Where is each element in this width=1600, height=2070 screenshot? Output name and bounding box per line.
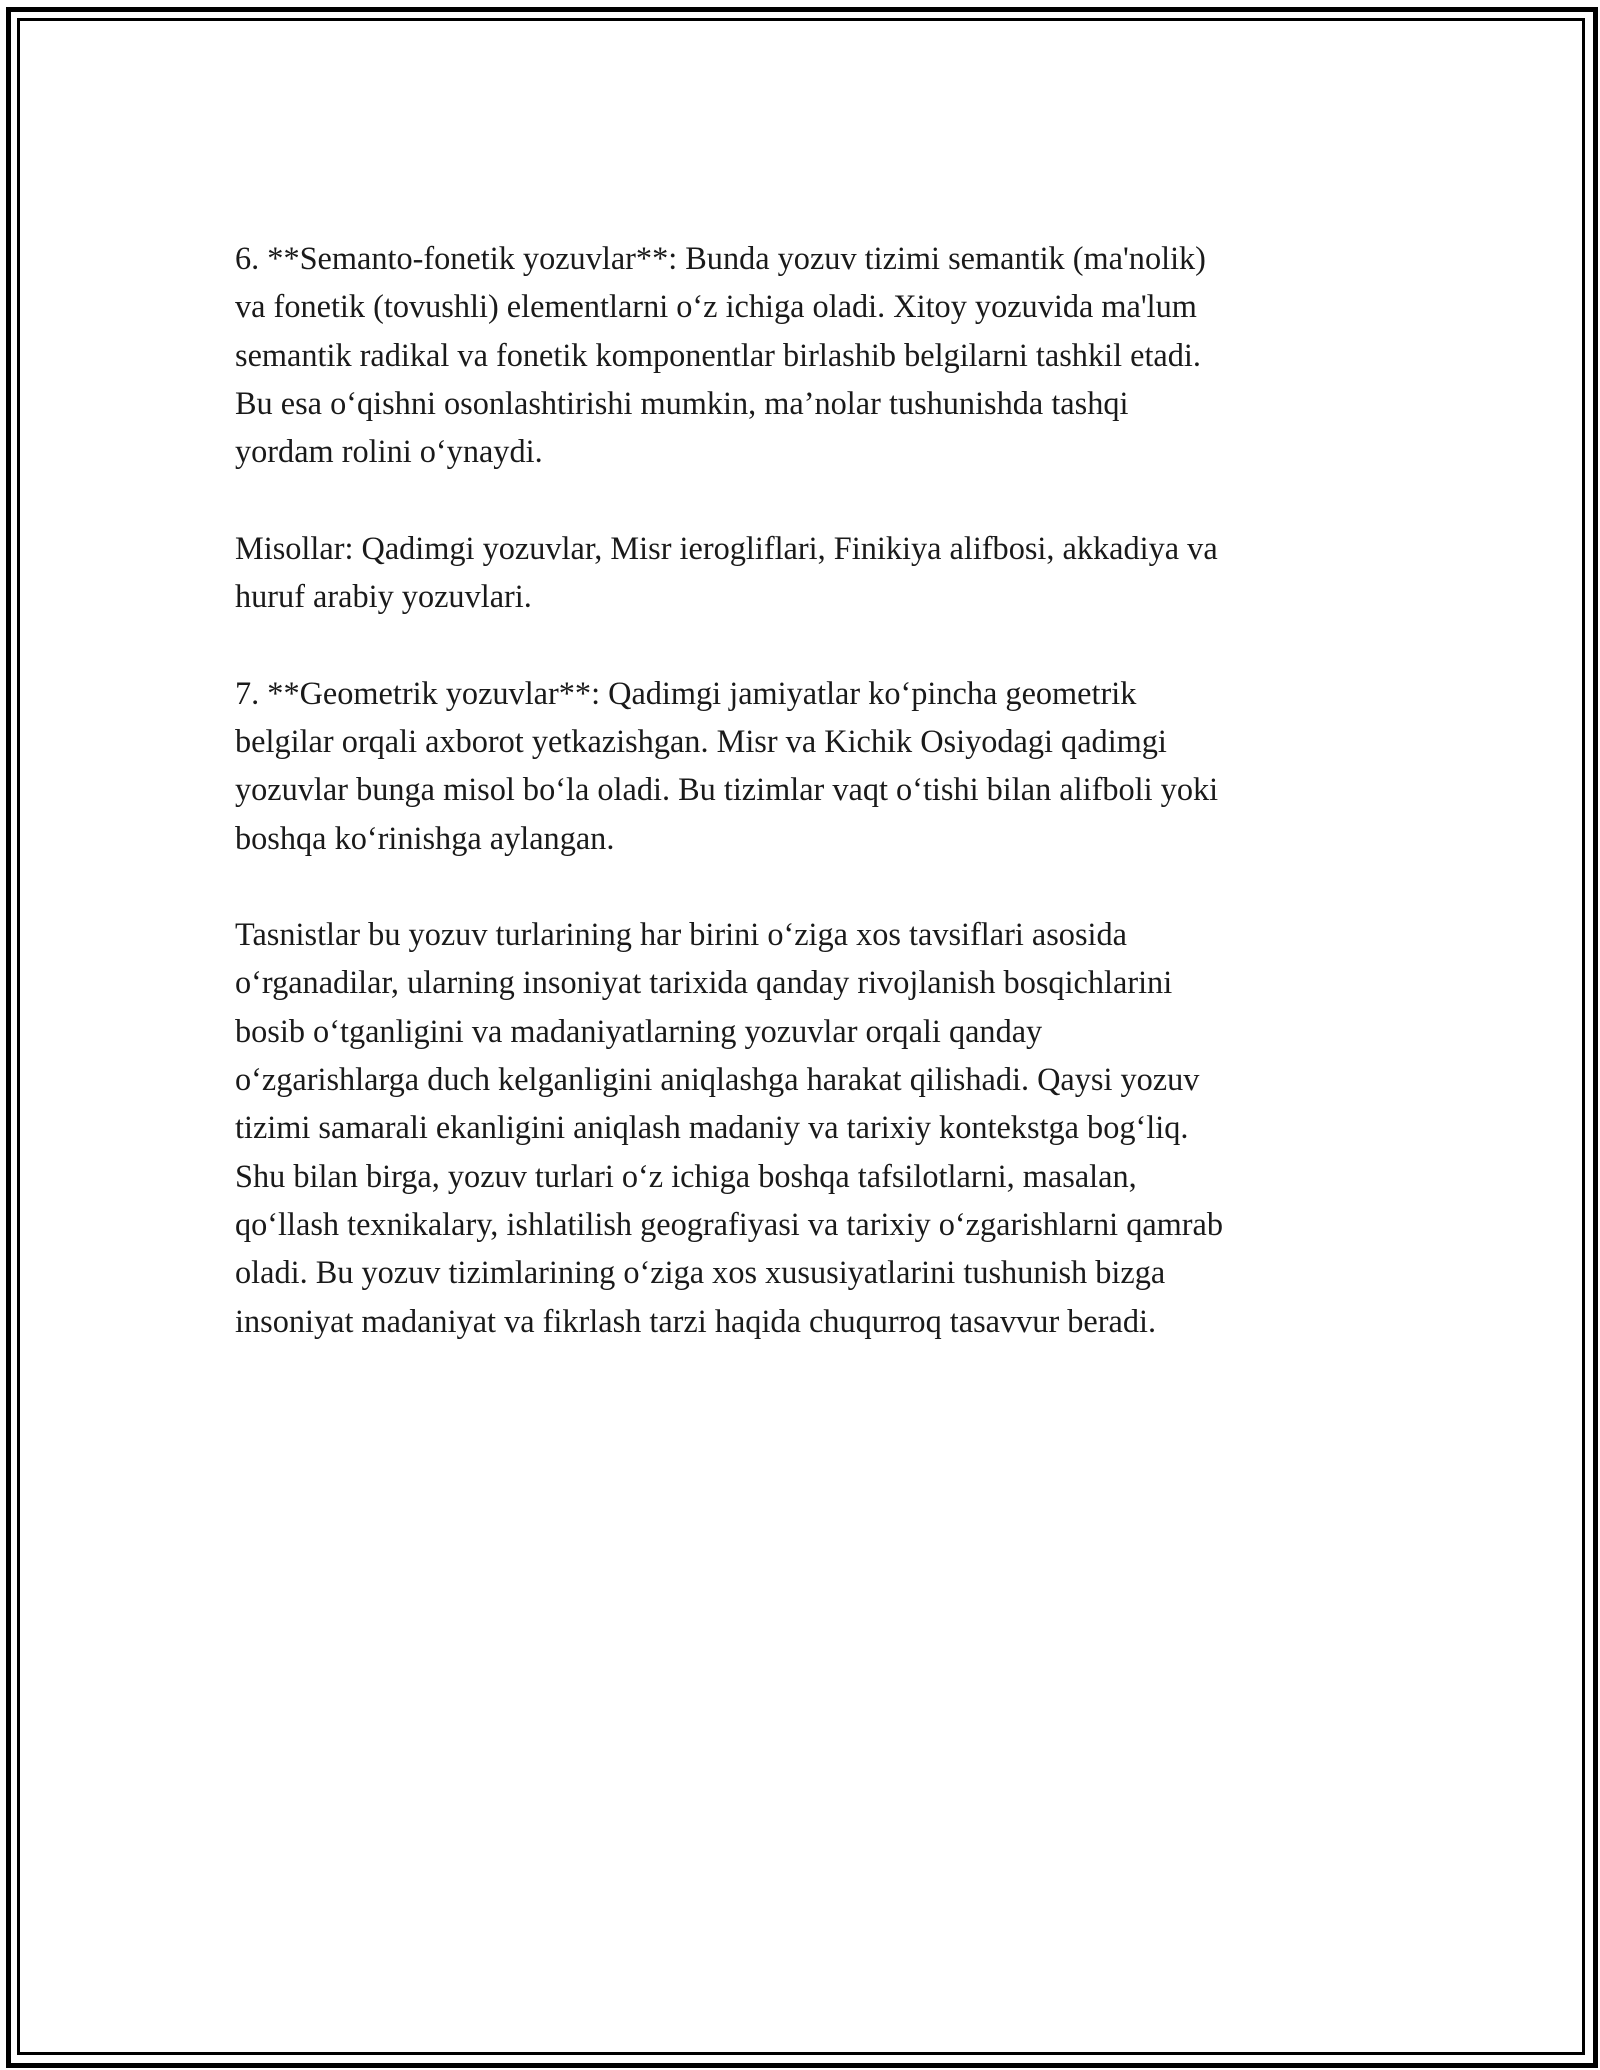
text-line: semantik radikal va fonetik komponentlar birlashib belgilarni tashkil etadi. — [235, 336, 1201, 373]
text-line: va fonetik (tovushli) elementlarni o‘z ichiga oladi. Xitoy yozuvida ma'lum — [235, 288, 1197, 325]
text-line: Misollar: Qadimgi yozuvlar, Misr ierogliflari, Finikiya alifbosi, akkadiya va — [235, 529, 1218, 566]
text-line: 6. **Semanto-fonetik yozuvlar**: Bunda yozuv tizimi semantik (ma'nolik) — [235, 240, 1206, 276]
paragraph-tasnistlar — [235, 910, 1385, 1345]
paragraph-geometrik — [235, 669, 1385, 862]
text-line: yozuvlar bunga misol bo‘la oladi. Bu tizimlar vaqt o‘tishi bilan alifboli yoki — [235, 771, 1219, 808]
text-line: Tasnistlar bu yozuv turlarining har birini o‘ziga xos tavsiflari asosida — [235, 916, 1127, 953]
text-line: o‘rganadilar, ularning insoniyat tarixida qanday rivojlanish bosqichlarini — [235, 964, 1173, 1001]
text-line: yordam rolini o‘ynaydi. — [235, 433, 543, 470]
paragraph-misollar — [235, 524, 1385, 621]
text-line: belgilar orqali axborot yetkazishgan. Misr va Kichik Osiyodagi qadimgi — [235, 722, 1167, 759]
text-line: huruf arabiy yozuvlari. — [235, 578, 532, 615]
text-line: Shu bilan birga, yozuv turlari o‘z ichiga boshqa tafsilotlarni, masalan, — [235, 1157, 1137, 1194]
text-line: bosib o‘tganligini va madaniyatlarning yozuvlar orqali qanday — [235, 1012, 1043, 1049]
document-body — [235, 234, 1385, 1393]
text-line: oladi. Bu yozuv tizimlarining o‘ziga xos xususiyatlarini tushunish bizga — [235, 1254, 1166, 1291]
text-line: insoniyat madaniyat va fikrlash tarzi haqida chuqurroq tasavvur beradi. — [235, 1302, 1157, 1339]
text-line: 7. **Geometrik yozuvlar**: Qadimgi jamiyatlar ko‘pincha geometrik — [235, 674, 1137, 711]
paragraph-semanto-fonetik — [235, 234, 1385, 475]
text-line: Bu esa o‘qishni osonlashtirishi mumkin, ma’nolar tushunishda tashqi — [235, 384, 1129, 421]
text-line: boshqa ko‘rinishga aylangan. — [235, 819, 615, 856]
text-line: qo‘llash texnikalary, ishlatilish geografiyasi va tarixiy o‘zgarishlarni qamrab — [235, 1205, 1224, 1242]
text-line: tizimi samarali ekanligini aniqlash madaniy va tarixiy kontekstga bog‘liq. — [235, 1109, 1189, 1146]
text-line: o‘zgarishlarga duch kelganligini aniqlashga harakat qilishadi. Qaysi yozuv — [235, 1061, 1200, 1098]
